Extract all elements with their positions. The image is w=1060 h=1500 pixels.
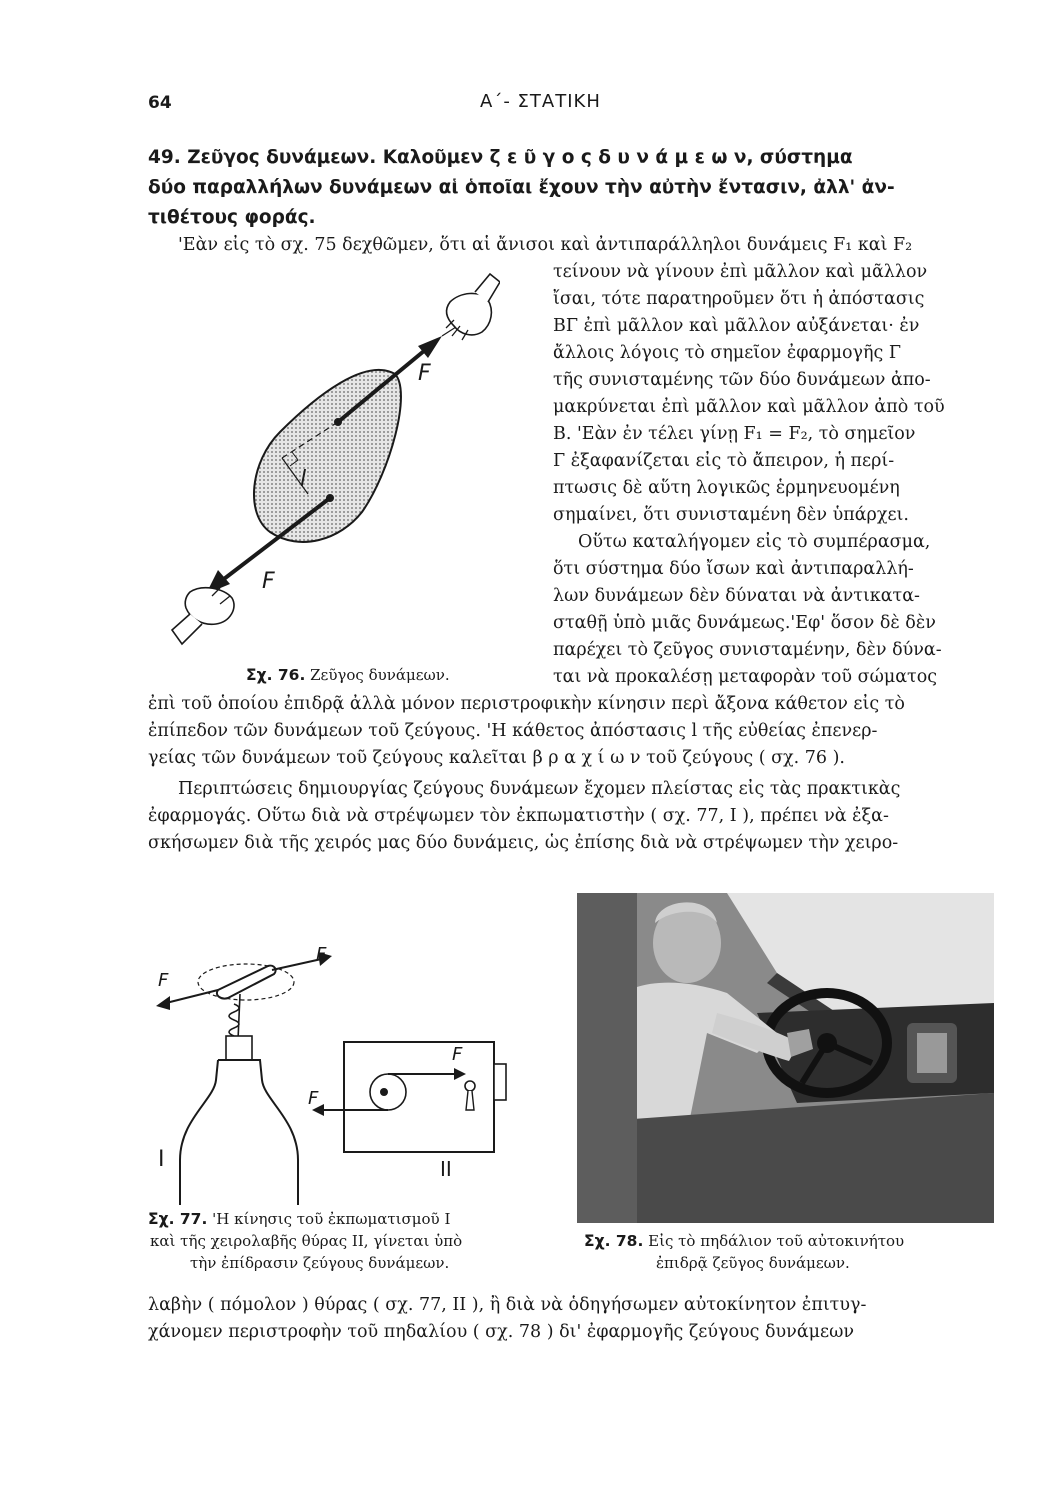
section-heading-line-3: τιθέτους φοράς. <box>148 207 316 228</box>
figure-77-corkscrew-and-handle <box>148 940 548 1205</box>
arm-label: l <box>300 467 307 492</box>
body-line: Γ ἐξαφανίζεται εἰς τὸ ἄπειρον, ἡ περί- <box>553 451 895 471</box>
label-i: I <box>158 1147 165 1172</box>
body-line: ἄλλοις λόγοις τὸ σημεῖον ἐφαρμογῆς Γ <box>553 343 901 363</box>
body-line: τείνουν νὰ γίνουν ἐπὶ μᾶλλον καὶ μᾶλλον <box>553 262 928 282</box>
rigid-body-shape <box>254 370 401 542</box>
body-line: σκήσωμεν διὰ τῆς χειρός μας δύο δυνάμεις, ὡς ἐπίσης διὰ νὰ στρέψωμεν τὴν χειρο- <box>148 833 899 853</box>
body-line: μακρύνεται ἐπὶ μᾶλλον καὶ μᾶλλον ἀπὸ τοῦ <box>553 397 945 417</box>
body-line: ἐφαρμογάς. Οὕτω διὰ νὰ στρέψωμεν τὸν ἐκπωματιστὴν ( σχ. 77, I ), πρέπει νὰ ἐξα- <box>148 806 889 826</box>
figure-78-photo-driver <box>577 893 994 1223</box>
running-title: Α΄- ΣΤΑΤΙΚΗ <box>480 91 601 112</box>
figure-76-caption-text: Ζεῦγος δυνάμεων. <box>310 666 450 684</box>
body-line: σταθῇ ὑπὸ μιᾶς δυνάμεως.'Εφ' ὅσον δὲ δὲν <box>553 613 936 633</box>
figure-76-caption <box>246 664 450 686</box>
figure-78-caption-text: Εἰς τὸ πηδάλιον τοῦ αὐτοκινήτου <box>648 1232 905 1250</box>
page-number: 64 <box>148 93 172 113</box>
figure-78-caption-line-2: ἐπιδρᾷ ζεῦγος δυνάμεων. <box>656 1254 850 1272</box>
body-line: πτωσις δὲ αὕτη λογικῶς ἑρμηνευομένη <box>553 478 900 498</box>
body-line: ἴσαι, τότε παρατηροῦμεν ὅτι ἡ ἀπόστασις <box>553 289 925 309</box>
body-line: 'Εὰν εἰς τὸ σχ. 75 δεχθῶμεν, ὅτι αἱ ἄνισοι καὶ ἀντιπαράλληλοι δυνάμεις F₁ καὶ F₂ <box>178 235 913 255</box>
figure-77-caption-line-3: τὴν ἐπίδρασιν ζεύγους δυνάμεων. <box>190 1254 450 1272</box>
section-heading-line-2: δύο παραλλήλων δυνάμεων αἱ ὁποῖαι ἔχουν τὴν αὐτὴν ἔντασιν, ἀλλ' ἀν- <box>148 177 895 198</box>
corkscrew-force-left: F <box>158 970 169 991</box>
body-line: Β. 'Εὰν ἐν τέλει γίνῃ F₁ = F₂, τὸ σημεῖον <box>553 424 916 444</box>
body-line: ται νὰ προκαλέσῃ μεταφορὰν τοῦ σώματος <box>553 667 938 687</box>
body-line: χάνομεν περιστροφὴν τοῦ πηδαλίου ( σχ. 78 ) δι' ἐφαρμογῆς ζεύγους δυνάμεων <box>148 1322 854 1342</box>
body-line: ἐπὶ τοῦ ὁποίου ἐπιδρᾷ ἀλλὰ μόνον περιστροφικὴν κίνησιν περὶ ἄξονα κάθετον εἰς τὸ <box>148 694 905 714</box>
figure-76-number: Σχ. 76. <box>246 666 306 684</box>
body-line: παρέχει τὸ ζεῦγος συνισταμένην, δὲν δύνα- <box>553 640 942 660</box>
figure-77-number: Σχ. 77. <box>148 1210 208 1228</box>
corkscrew-force-right: F <box>316 944 327 965</box>
body-line: ΒΓ ἐπὶ μᾶλλον καὶ μᾶλλον αὐξάνεται· ἐν <box>553 316 920 336</box>
corkscrew-handle <box>217 966 276 999</box>
force-label-lower: F <box>262 569 275 594</box>
figure-77-caption-line-1 <box>148 1208 450 1230</box>
section-heading-line-1: 49. Ζεῦγος δυνάμεων. Καλοῦμεν ζ ε ῦ γ ο ς δ υ ν ά μ ε ω ν, σύστημα <box>148 147 853 168</box>
handle-force-left: F <box>308 1088 319 1109</box>
handle-force-right: F <box>452 1044 463 1065</box>
bottle <box>180 1060 298 1205</box>
figure-78-caption-line-1 <box>584 1230 904 1252</box>
body-line: τῆς συνισταμένης τῶν δύο δυνάμεων ἀπο- <box>553 370 931 390</box>
force-label-upper: F <box>418 361 431 386</box>
body-line: λαβὴν ( πόμολον ) θύρας ( σχ. 77, II ), ἢ διὰ νὰ ὁδηγήσωμεν αὐτοκίνητον ἐπιτυγ- <box>148 1295 867 1315</box>
figure-77-caption-text: 'Η κίνησις τοῦ ἐκπωματισμοῦ I <box>212 1210 451 1228</box>
body-line: λων δυνάμεων δὲν δύναται νὰ ἀντικατα- <box>553 586 920 606</box>
body-line: σημαίνει, ὅτι συνισταμένη δὲν ὑπάρχει. <box>553 505 909 525</box>
body-line: γείας τῶν δυνάμεων τοῦ ζεύγους καλεῖται β ρ α χ ί ω ν τοῦ ζεύγους ( σχ. 76 ). <box>148 748 845 768</box>
body-line: ἐπίπεδον τῶν δυνάμεων τοῦ ζεύγους. 'Η κάθετος ἀπόστασις l τῆς εὐθείας ἐπενερ- <box>148 721 878 741</box>
figure-78-number: Σχ. 78. <box>584 1232 644 1250</box>
figure-76-couple-diagram <box>150 262 500 662</box>
body-line: Περιπτώσεις δημιουργίας ζεύγους δυνάμεων ἔχομεν πλείστας εἰς τὰς πρακτικὰς <box>178 779 901 799</box>
body-line: Οὕτω καταλήγομεν εἰς τὸ συμπέρασμα, <box>578 532 931 552</box>
figure-77-caption-line-2: καὶ τῆς χειρολαβῆς θύρας II, γίνεται ὑπὸ <box>150 1232 463 1250</box>
label-ii: II <box>440 1157 452 1181</box>
body-line: ὅτι σύστημα δύο ἴσων καὶ ἀντιπαραλλή- <box>553 559 914 579</box>
